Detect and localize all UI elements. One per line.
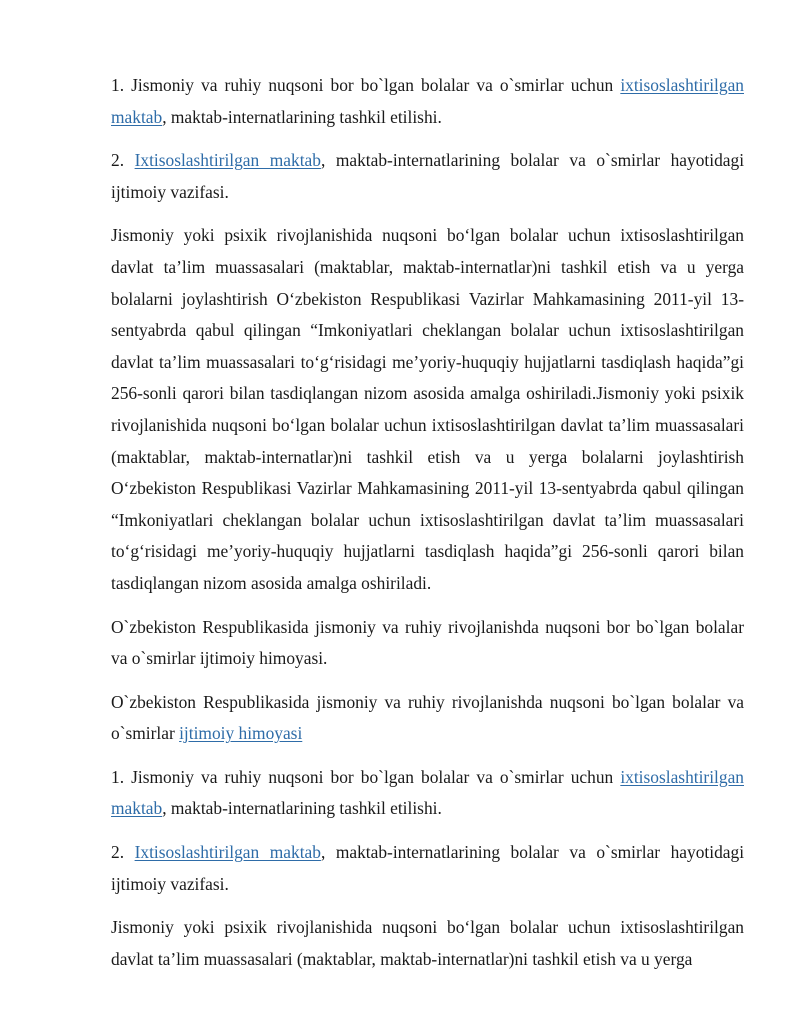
paragraph-text: 2. xyxy=(111,150,135,171)
paragraph-text: 1. Jismoniy va ruhiy nuqsoni bor bo`lgan bolalar va o`smirlar uchun xyxy=(111,766,621,787)
paragraph xyxy=(111,70,744,133)
paragraph-text: , maktab-internatlarining tashkil etilishi. xyxy=(162,106,442,127)
link-ixtisoslashtirilgan-maktab[interactable]: ixtisoslashtirilgan maktab xyxy=(111,75,744,127)
paragraph xyxy=(111,220,744,599)
paragraph xyxy=(111,145,744,208)
link-ijtimoiy-himoyasi[interactable]: ijtimoiy himoyasi xyxy=(179,723,303,744)
paragraph-text: Jismoniy yoki psixik rivojlanishida nuqsoni bo‘lgan bolalar uchun ixtisoslashtirilgan davlat ta’lim muassasalari (maktablar, maktab-internatlar)ni tashkil etish va u yerga xyxy=(111,917,744,969)
paragraph-text: , maktab-internatlarining bolalar va o`smirlar hayotidagi ijtimoiy vazifasi. xyxy=(111,842,745,894)
paragraph xyxy=(111,687,744,750)
paragraph-text: 2. xyxy=(111,842,135,863)
paragraph-text: 1. Jismoniy va ruhiy nuqsoni bor bo`lgan bolalar va o`smirlar uchun xyxy=(111,75,621,95)
link-ixtisoslashtirilgan-maktab[interactable]: Ixtisoslashtirilgan maktab xyxy=(134,150,321,171)
paragraph-text: O`zbekiston Respublikasida jismoniy va ruhiy rivojlanishda nuqsoni bo`lgan bolalar va o`smirlar xyxy=(111,691,744,744)
paragraph-text: , maktab-internatlarining tashkil etilishi. xyxy=(162,798,442,819)
link-ixtisoslashtirilgan-maktab[interactable]: ixtisoslashtirilgan maktab xyxy=(111,766,744,819)
paragraph-text: O`zbekiston Respublikasida jismoniy va ruhiy rivojlanishda nuqsoni bor bo`lgan bolalar va o`smirlar ijtimoiy himoyasi. xyxy=(111,616,744,669)
paragraph xyxy=(111,912,744,975)
paragraph-text: Jismoniy yoki psixik rivojlanishida nuqsoni bo‘lgan bolalar uchun ixtisoslashtirilgan davlat ta’lim muassasalari (maktablar, maktab-internatlar)ni tashkil etish va u yerga bolalarni joylashtirish O‘zbekiston Respublikasi Vazirlar Mahkamasining 2011-yil 13-sentyabrda qabul qilingan “Imkoniyatlari cheklangan bolalar uchun ixtisoslashtirilgan davlat ta’lim muassasalari to‘g‘risidagi me’yoriy-huquqiy hujjatlarni tasdiqlash haqida”gi 256-sonli qarori bilan tasdiqlangan nizom asosida amalga oshiriladi.Jismoniy yoki psixik rivojlanishida nuqsoni bo‘lgan bolalar uchun ixtisoslashtirilgan davlat ta’lim muassasalari (maktablar, maktab-internatlar)ni tashkil etish va u yerga bolalarni joylashtirish O‘zbekiston Respublikasi Vazirlar Mahkamasining 2011-yil 13-sentyabrda qabul qilingan “Imkoniyatlari cheklangan bolalar uchun ixtisoslashtirilgan davlat ta’lim muassasalari to‘g‘risidagi me’yoriy-huquqiy hujjatlarni tasdiqlash haqida”gi 256-sonli qarori bilan tasdiqlangan nizom asosida amalga oshiriladi. xyxy=(111,225,744,593)
paragraph xyxy=(111,762,744,825)
link-ixtisoslashtirilgan-maktab[interactable]: Ixtisoslashtirilgan maktab xyxy=(134,842,321,863)
paragraph-text: , maktab-internatlarining bolalar va o`smirlar hayotidagi ijtimoiy vazifasi. xyxy=(111,150,745,202)
paragraph xyxy=(111,612,744,675)
paragraph xyxy=(111,837,744,900)
